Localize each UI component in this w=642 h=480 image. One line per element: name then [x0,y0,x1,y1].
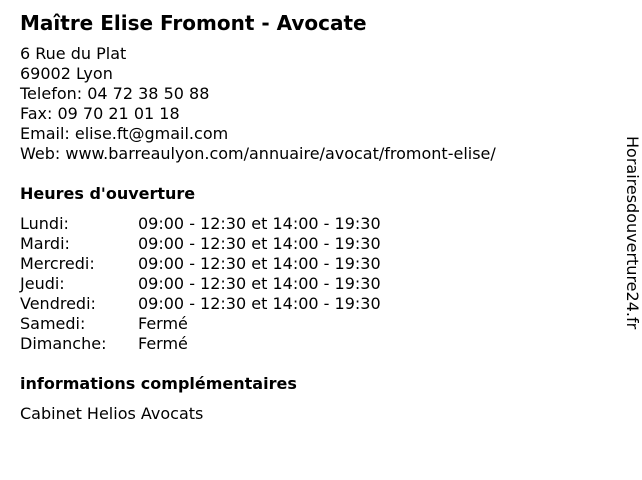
day-label: Dimanche: [20,334,107,353]
hours-heading: Heures d'ouverture [20,184,196,203]
contact-block [20,44,496,164]
address-street: 6 Rue du Plat [20,44,127,63]
day-label: Samedi: [20,314,86,333]
info-text: Cabinet Helios Avocats [20,404,204,423]
hours-row-tuesday [20,234,381,254]
hours-row-thursday [20,274,381,294]
hours-row-saturday [20,314,381,334]
page-title: Maître Elise Fromont - Avocate [20,11,367,35]
site-watermark: Horairesdouverture24.fr [623,136,642,330]
day-hours: 09:00 - 12:30 et 14:00 - 19:30 [138,254,381,273]
hours-table [20,214,381,354]
hours-row-friday [20,294,381,314]
day-label: Mardi: [20,234,70,253]
fax-number: Fax: 09 70 21 01 18 [20,104,180,123]
day-label: Lundi: [20,214,69,233]
day-label: Vendredi: [20,294,96,313]
phone-number: Telefon: 04 72 38 50 88 [20,84,210,103]
day-hours: 09:00 - 12:30 et 14:00 - 19:30 [138,234,381,253]
hours-row-wednesday [20,254,381,274]
day-label: Mercredi: [20,254,95,273]
hours-row-monday [20,214,381,234]
address-city: 69002 Lyon [20,64,113,83]
day-hours: 09:00 - 12:30 et 14:00 - 19:30 [138,214,381,233]
hours-row-sunday [20,334,381,354]
info-heading: informations complémentaires [20,374,297,393]
website-url: Web: www.barreaulyon.com/annuaire/avocat/fromont-elise/ [20,144,496,163]
day-hours: Fermé [138,314,188,333]
email-address: Email: elise.ft@gmail.com [20,124,229,143]
day-label: Jeudi: [20,274,65,293]
day-hours: 09:00 - 12:30 et 14:00 - 19:30 [138,274,381,293]
day-hours: Fermé [138,334,188,353]
day-hours: 09:00 - 12:30 et 14:00 - 19:30 [138,294,381,313]
